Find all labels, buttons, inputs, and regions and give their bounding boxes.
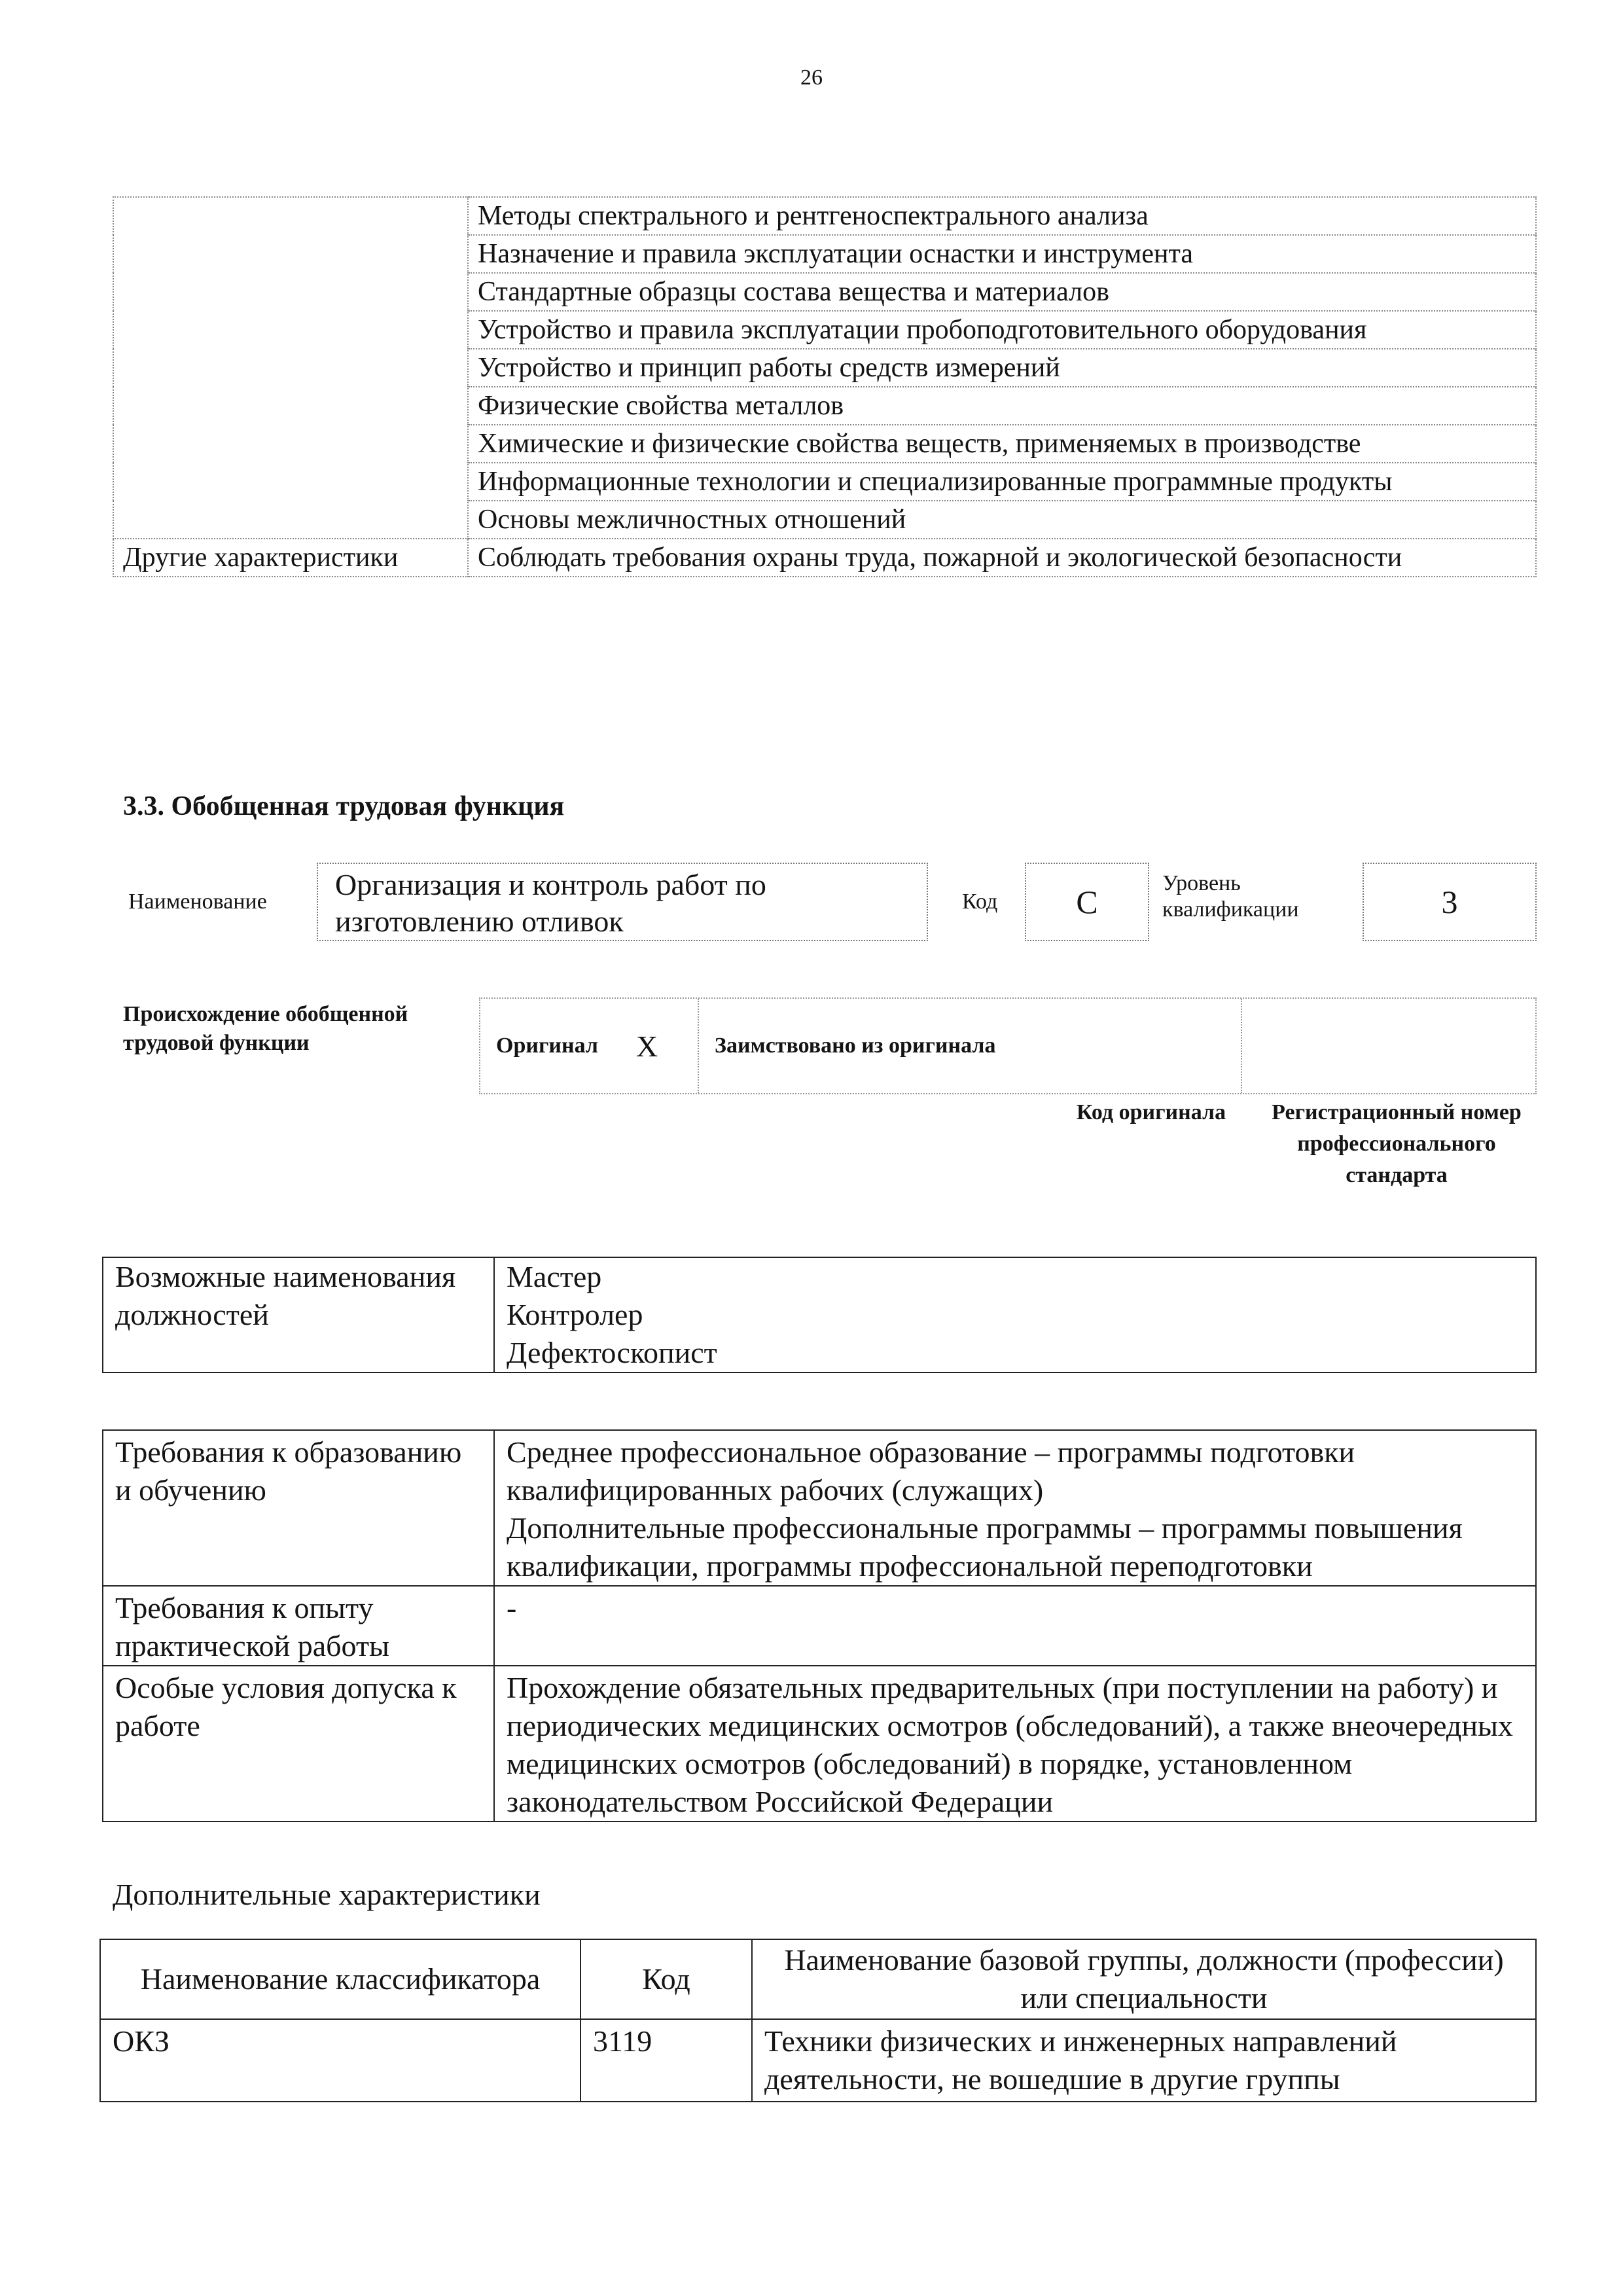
requirement-label: Требования к образованию и обучению (103, 1430, 494, 1586)
original-mark: X (635, 1029, 658, 1063)
requirement-value: Прохождение обязательных предварительных (при поступлении на работу) и периодических медицинских осмотров (обследований), а также внеочередных медицинских осмотров (обследований) в порядке, установленном законодательством Российской Федерации (494, 1666, 1536, 1821)
list-item: Мастер (507, 1260, 602, 1293)
level-box: 3 (1363, 863, 1537, 941)
requirement-value (494, 1430, 1536, 1586)
list-item: Соблюдать требования охраны труда, пожарной и экологической безопасности (468, 539, 1536, 577)
list-item: Устройство и правила эксплуатации пробоподготовительного оборудования (468, 311, 1536, 349)
code-label: Код (962, 889, 998, 914)
function-name-box: Организация и контроль работ по изготовлению отливок (317, 863, 928, 941)
level-label: Уровень квалификации (1162, 871, 1299, 922)
requirement-value: - (494, 1586, 1536, 1666)
table-row (103, 1257, 1536, 1372)
knowledge-table (113, 196, 1537, 577)
original-label: Оригинал (496, 1033, 598, 1058)
column-header: Наименование базовой группы, должности (профессии) или специальности (752, 1939, 1536, 2019)
borrowed-label: Заимствовано из оригинала (715, 1033, 996, 1058)
list-item: Дополнительные профессиональные программы – программы повышения квалификации, программы профессиональной переподготовки (507, 1511, 1463, 1583)
section-title: 3.3. Обобщенная трудовая функция (123, 791, 565, 821)
code-box: С (1025, 863, 1149, 941)
requirements-table (102, 1429, 1537, 1822)
origin-label: Происхождение обобщенной трудовой функции (123, 1002, 408, 1055)
list-item: Дефектоскопист (507, 1336, 717, 1369)
requirement-label: Требования к опыту практической работы (103, 1586, 494, 1666)
other-characteristics-label: Другие характеристики (113, 539, 468, 577)
additional-title: Дополнительные характеристики (113, 1878, 541, 1911)
reg-number-caption: Регистрационный номер профессионального стандарта (1272, 1100, 1522, 1187)
list-item: Устройство и принцип работы средств измерений (468, 349, 1536, 387)
origin-reg-cell (1242, 999, 1538, 1093)
requirement-label: Особые условия допуска к работе (103, 1666, 494, 1821)
positions-table (102, 1257, 1537, 1373)
table-row (113, 197, 1536, 235)
table-row (103, 1586, 1536, 1666)
origin-original-cell (480, 999, 699, 1093)
positions-label: Возможные наименования должностей (103, 1257, 494, 1372)
list-item: Назначение и правила эксплуатации оснастки и инструмента (468, 235, 1536, 273)
list-item: Информационные технологии и специализированные программные продукты (468, 463, 1536, 501)
code-cell: 3119 (580, 2019, 752, 2102)
list-item: Среднее профессиональное образование – программы подготовки квалифицированных рабочих (служащих) (507, 1435, 1355, 1507)
name-label: Наименование (128, 889, 267, 914)
origin-borrowed-cell (699, 999, 1242, 1093)
table-row (103, 1430, 1536, 1586)
list-item: Основы межличностных отношений (468, 501, 1536, 539)
list-item: Стандартные образцы состава вещества и материалов (468, 273, 1536, 311)
table-row (113, 539, 1536, 577)
classifier-cell: ОКЗ (100, 2019, 580, 2102)
additional-table (99, 1939, 1537, 2102)
positions-list (494, 1257, 1536, 1372)
group-name-cell: Техники физических и инженерных направлений деятельности, не вошедшие в другие группы (752, 2019, 1536, 2102)
origin-box (479, 997, 1537, 1094)
column-header: Код (580, 1939, 752, 2019)
list-item: Физические свойства металлов (468, 387, 1536, 425)
list-item: Методы спектрального и рентгеноспектрального анализа (468, 197, 1536, 235)
list-item: Контролер (507, 1298, 643, 1331)
column-header: Наименование классификатора (100, 1939, 580, 2019)
page-number: 26 (800, 65, 823, 90)
table-row (100, 2019, 1536, 2102)
list-item: Химические и физические свойства веществ, применяемых в производстве (468, 425, 1536, 463)
table-row (103, 1666, 1536, 1821)
code-original-caption: Код оригинала (1076, 1100, 1226, 1124)
knowledge-label-cell (113, 197, 468, 539)
table-header-row (100, 1939, 1536, 2019)
